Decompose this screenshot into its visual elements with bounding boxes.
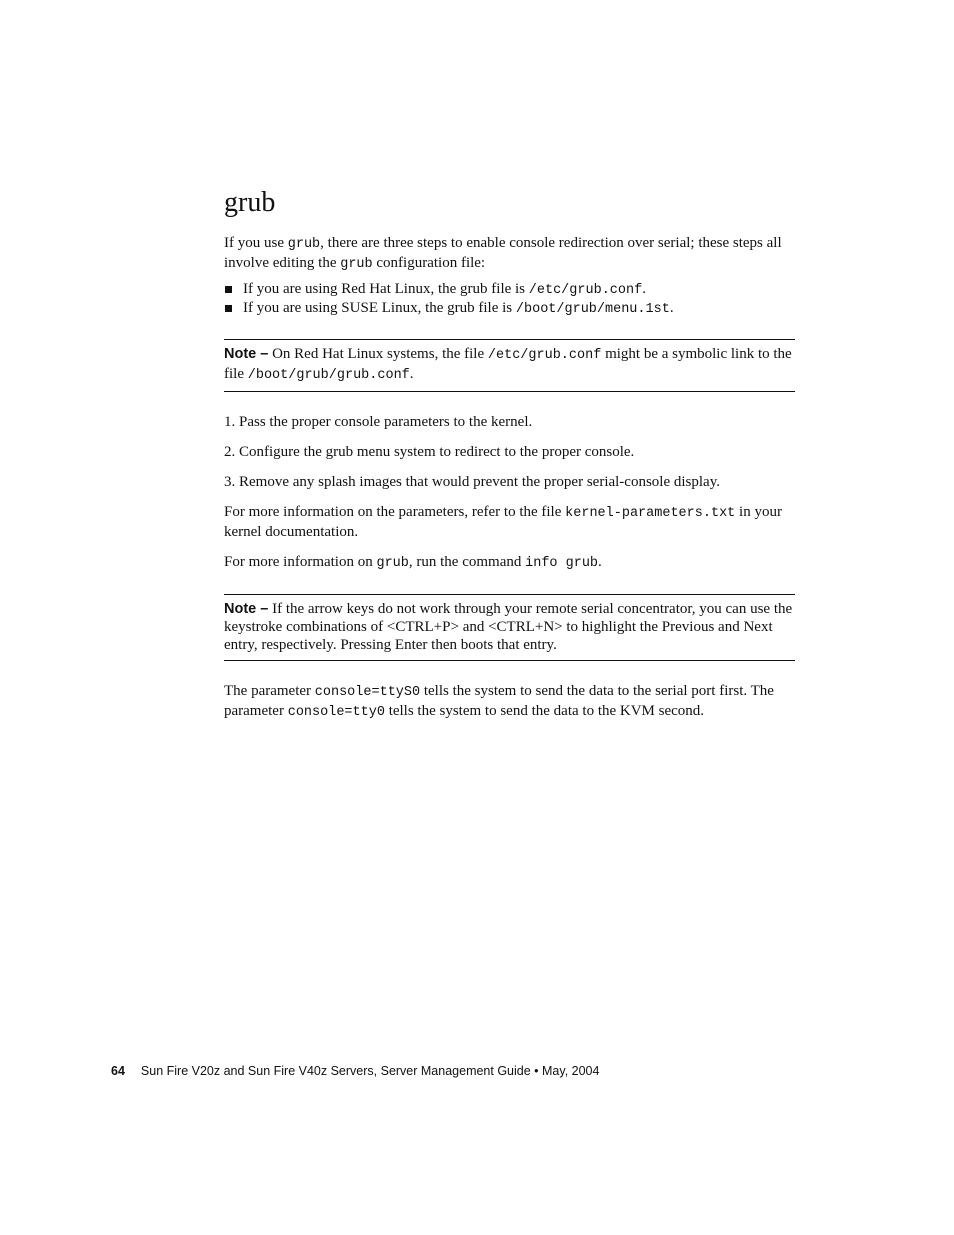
step-item: 3. Remove any splash images that would prevent the proper serial-console display. [224,474,720,490]
inline-code: grub [340,257,373,272]
inline-code: kernel-parameters.txt [565,506,736,521]
inline-code: /boot/grub/grub.conf [247,368,410,383]
square-bullet-icon [225,286,232,293]
grub-info-paragraph [224,553,795,573]
intro-text: , there are three steps to enable console redirection over serial; these steps all involve editing the [224,235,782,271]
page-footer [111,1064,599,1078]
intro-text: If you use [224,235,288,251]
paragraph-text: tells the system to send the data to the serial port first. The parameter [224,683,774,719]
list-item [224,280,795,299]
paragraph-text: For more information on the parameters, refer to the file [224,504,566,520]
intro-text: configuration file: [372,255,486,271]
inline-code: /etc/grub.conf [487,348,602,363]
footer-title: Sun Fire V20z and Sun Fire V40z Servers, Server Management Guide • May, 2004 [140,1064,600,1078]
list-item-text: . [642,281,646,297]
page-number: 64 [111,1064,125,1078]
paragraph-text: tells the system to send the data to the KVM second. [384,703,705,719]
note-text: . [409,366,414,382]
inline-code: /boot/grub/menu.1st [515,302,670,317]
note-box [224,594,795,661]
square-bullet-icon [225,305,232,312]
inline-code: info grub [525,556,599,571]
note-label: Note – [224,346,269,362]
list-item-text: If you are using Red Hat Linux, the grub file is [243,281,529,297]
note-text: might be a symbolic link to the file [224,346,792,382]
page-body [224,186,795,734]
inline-code: grub [376,556,409,571]
note-label: Note – [224,601,269,617]
paragraph-text: , run the command [408,554,526,570]
section-heading: grub [224,187,276,218]
inline-code: console=tty0 [287,705,385,720]
note-box [224,339,795,392]
console-parameter-paragraph [224,682,795,722]
steps-list [224,413,795,491]
paragraph-text: The parameter [224,683,315,699]
paragraph-text: in your kernel documentation. [224,504,782,540]
note-text: On Red Hat Linux systems, the file [268,346,488,362]
list-item [224,299,795,318]
inline-code: grub [287,237,321,252]
inline-code: console=ttyS0 [314,685,421,700]
grub-file-list [224,280,795,318]
list-item-text: . [669,300,674,316]
inline-code: /etc/grub.conf [528,283,643,298]
parameters-info-paragraph [224,503,795,541]
paragraph-text: For more information on [224,554,377,570]
step-item: 2. Configure the grub menu system to redirect to the proper console. [224,444,635,460]
note-text: If the arrow keys do not work through your remote serial concentrator, you can use the keystroke combinations of <CTRL+P> and <CTRL+N> to highlight the Previous and Next entry, respectively. Pressing Enter then boots that entry. [224,601,793,653]
list-item-text: If you are using SUSE Linux, the grub file is [243,300,516,316]
paragraph-text: . [598,554,602,570]
step-item: 1. Pass the proper console parameters to the kernel. [224,414,533,430]
intro-paragraph [224,234,795,274]
